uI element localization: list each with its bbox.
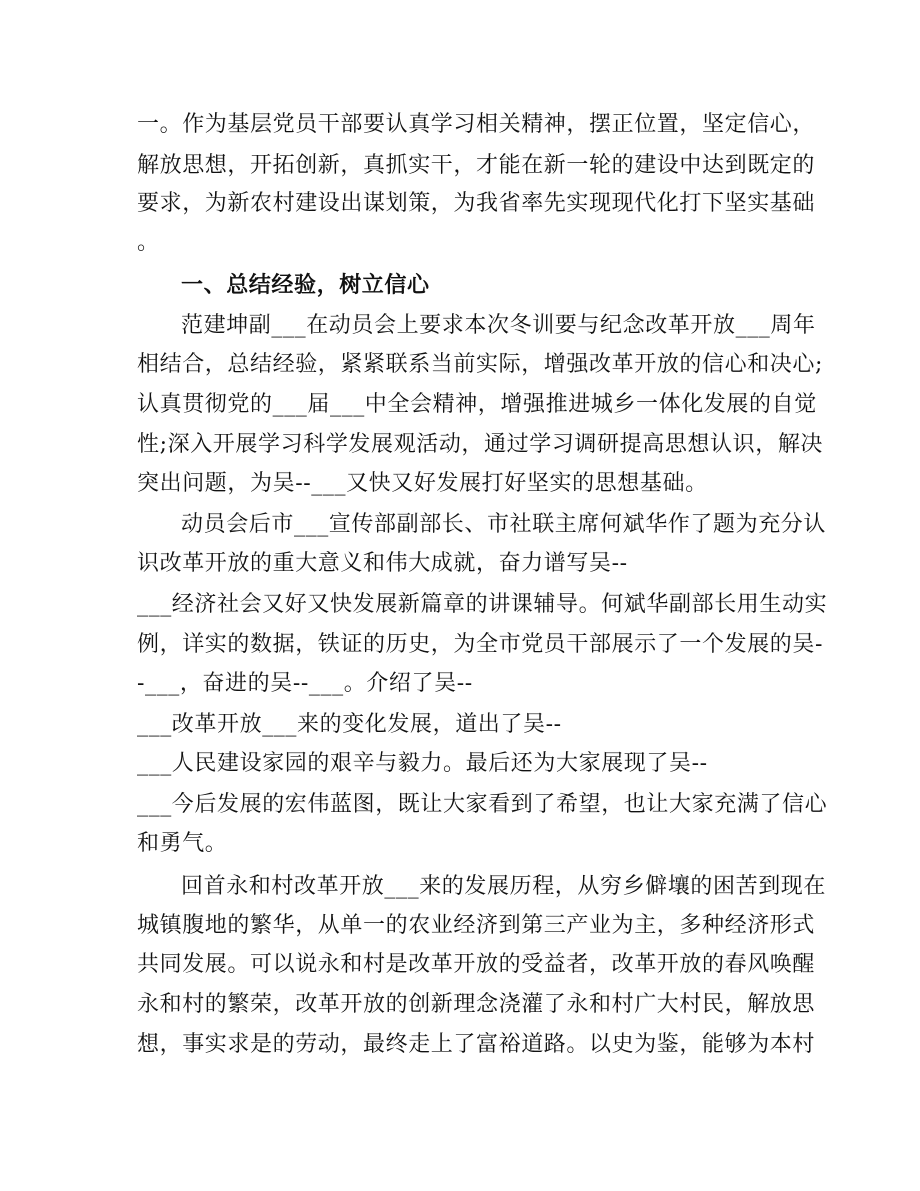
paragraph-line: 想，事实求是的劳动，最终走上了富裕道路。以史为鉴，能够为本村 <box>137 1032 816 1057</box>
paragraph-line: 共同发展。可以说永和村是改革开放的受益者，改革开放的春风唤醒 <box>137 952 816 977</box>
paragraph-line: 要求，为新农村建设出谋划策，为我省率先实现现代化打下坚实基础 <box>137 191 816 216</box>
paragraph-line: 解放思想，开拓创新，真抓实干，才能在新一轮的建设中达到既定的 <box>137 153 816 178</box>
paragraph-line: 一。作为基层党员干部要认真学习相关精神，摆正位置，坚定信心， <box>137 112 816 137</box>
paragraph-line <box>137 1070 787 1100</box>
paragraph-line: 范建坤副___在动员会上要求本次冬训要与纪念改革开放___周年 <box>181 313 816 338</box>
paragraph-line: 永和村的繁荣，改革开放的创新理念浇灌了永和村广大村民，解放思 <box>137 992 816 1017</box>
paragraph-line: 相结合，总结经验，紧紧联系当前实际，增强改革开放的信心和决心; <box>137 352 824 377</box>
paragraph-line: 。 <box>137 230 160 255</box>
paragraph-line: 性;深入开展学习科学发展观活动，通过学习调研提高思想认识，解决 <box>137 432 824 457</box>
paragraph-line: 识改革开放的重大意义和伟大成就，奋力谱写吴-- <box>137 551 628 576</box>
paragraph-line: 城镇腹地的繁华，从单一的农业经济到第三产业为主，多种经济形式 <box>137 913 816 938</box>
paragraph-line: -___，奋进的吴--___。介绍了吴-- <box>137 671 473 696</box>
paragraph-line: 认真贯彻党的___届___中全会精神，增强推进城乡一体化发展的自觉 <box>137 392 817 417</box>
section-heading: 一、总结经验，树立信心 <box>181 272 430 298</box>
paragraph-line: ___经济社会又好又快发展新篇章的讲课辅导。何斌华副部长用生动实 <box>137 592 828 617</box>
paragraph-line: ___今后发展的宏伟蓝图，既让大家看到了希望，也让大家充满了信心 <box>137 792 828 817</box>
paragraph-line: 回首永和村改革开放___来的发展历程，从穷乡僻壤的困苦到现在 <box>181 874 827 899</box>
paragraph-line: 和勇气。 <box>137 831 228 856</box>
paragraph-line: 突出问题，为吴--___又快又好发展打好坚实的思想基础。 <box>137 471 708 496</box>
paragraph-line: 例，详实的数据，铁证的历史，为全市党员干部展示了一个发展的吴- <box>137 632 824 657</box>
paragraph-line: ___人民建设家园的艰辛与毅力。最后还为大家展现了吴-- <box>137 751 708 776</box>
paragraph-line: ___改革开放___来的变化发展，道出了吴-- <box>137 712 562 737</box>
paragraph-line: 动员会后市___宣传部副部长、市社联主席何斌华作了题为充分认 <box>181 512 827 537</box>
